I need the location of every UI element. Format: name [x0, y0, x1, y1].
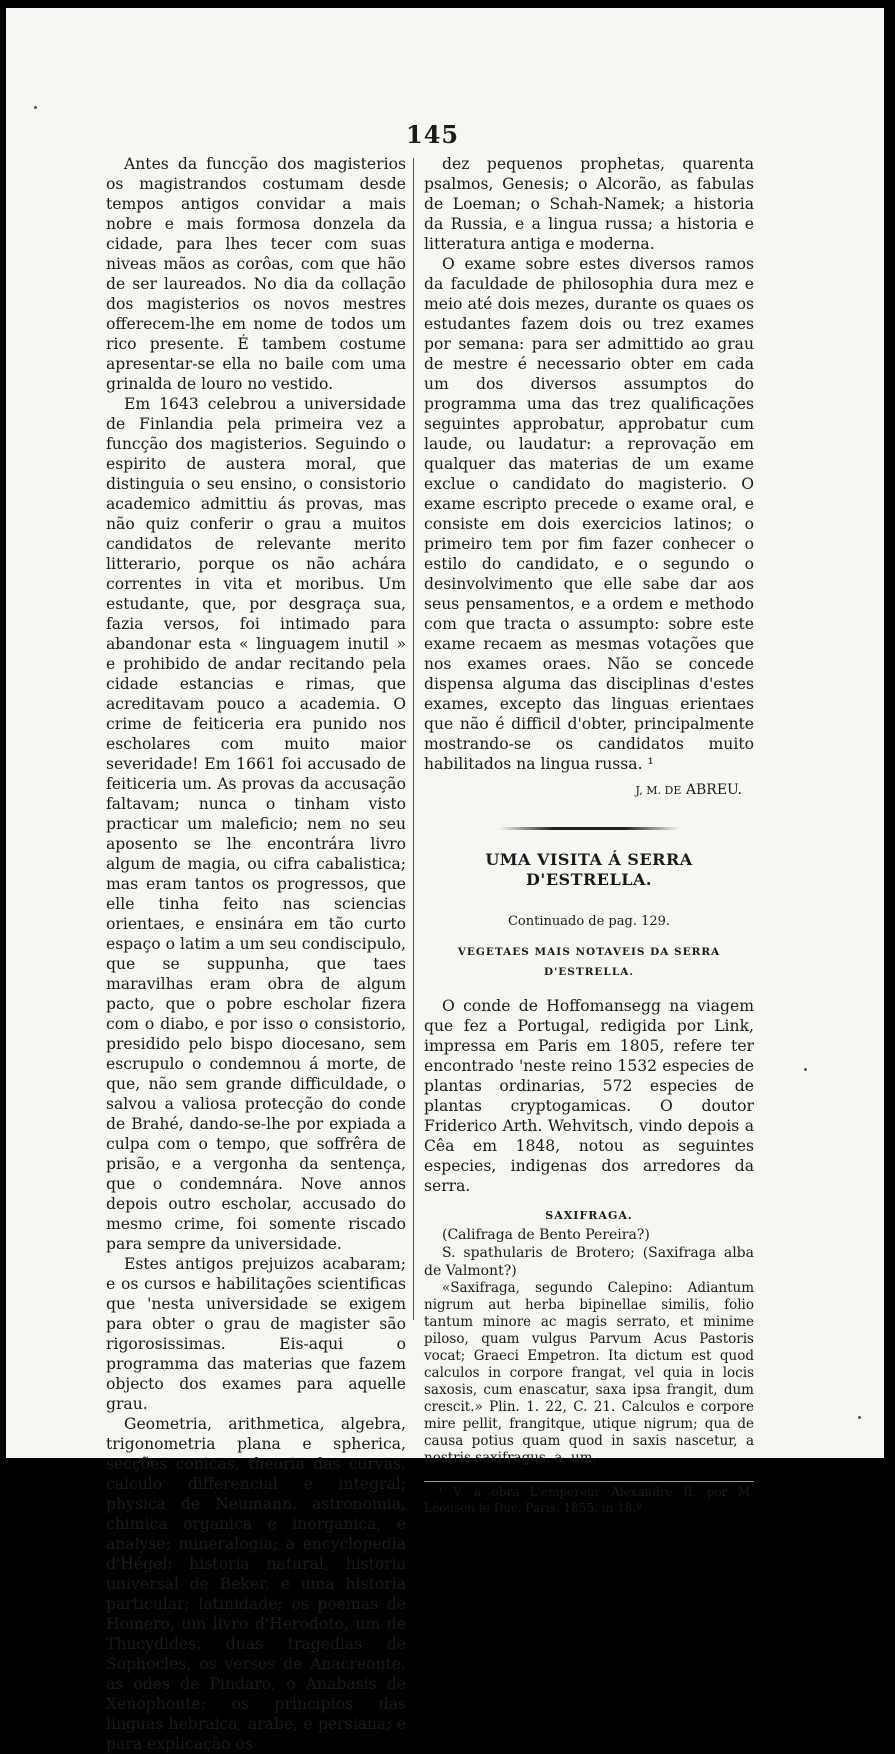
- paragraph: Antes da funcção dos magisterios os magistrandos costumam desde tempos antigos convidar a mais nobre e mais formosa donzela da cidade, para lhes tecer com suas niveas mãos as corôas, com que hão de ser laureados. No dia da collação dos magisterios os novos mestres offerecem-lhe em nome de todos um rico presente. É tambem costume apresentar-se ella no baile com uma grinalda de louro no vestido.: [106, 155, 406, 393]
- left-column: [106, 154, 406, 1754]
- article-title: UMA VISITA Á SERRA D'ESTRELLA.: [485, 850, 693, 889]
- paragraph: Geometria, arithmetica, algebra, trigonometria plana e spherica, secções conicas, theoria das curvas, calculo differencial e integral; physica de Neumann, astronomia, chimica organica e inorganica, e analyse; mineralogia; a encyclopedia d'Hégel; historia natural, historia universal de Beker, e uma historia particular; latinidade; os poemas de Homero, um livro d'Herodoto, um de Thucydides, duas tragedias de Sophocles, os versos de Anacreonte, as odes de Pindaro, o Anabasis de Xenophonte; os principios das linguas hebraica, arabe, e persiana; e para explicação os: [106, 1415, 406, 1753]
- signature-name: ABREU.: [685, 782, 742, 798]
- paragraph: O conde de Hoffomansegg na viagem que fez a Portugal, redigida por Link, impressa em Paris em 1805, refere ter encontrado 'neste reino 1532 especies de plantas ordinarias, 572 especies de plantas cryptogamicas. O doutor Friderico Arth. Wehvitsch, vindo depois a Cêa em 1848, notou as seguintes especies, indigenas dos arredores da serra.: [424, 997, 754, 1195]
- signature-initials: J, M. DE: [635, 784, 682, 797]
- paragraph: Estes antigos prejuizos acabaram; e os cursos e habilitações scientificas que 'nesta universidade se exigem para obter o grau de magister são rigorosissimas. Eis-aqui o programma das materias que fazem objecto dos exames para aquelle grau.: [106, 1255, 406, 1413]
- right-column: [424, 154, 754, 1516]
- paragraph: dez pequenos prophetas, quarenta psalmos, Genesis; o Alcorão, as fabulas de Loeman; o Schah-Namek; a historia da Russia, e a lingua russa; a historia e litteratura antiga e moderna.: [424, 155, 754, 253]
- section-heading: VEGETAES MAIS NOTAVEIS DA SERRA D'ESTRELLA.: [457, 946, 721, 978]
- species-line: S. spathularis de Brotero; (Saxifraga alba de Valmont?): [424, 1245, 754, 1279]
- page-number: 145: [406, 120, 460, 149]
- page: [6, 8, 884, 1753]
- author-signature: [424, 780, 754, 801]
- latin-quote: «Saxifraga, segundo Calepino: Adiantum nigrum aut herba bipinellae similis, folio tantum minore ac magis serrato, et minime piloso, quam vulgus Parvum Acus Pastoris vocat; Graeci Empetron. Ita dictum est quod calculos in corpore frangat, vel quia in locis saxosis, cum enascatur, saxa ipsa frangit, dum crescit.» Plin. 1. 22, C. 21. Calculos e corpore mire pellit, frangitque, utique nigrum; qua de causa potius quam quod in saxis nascetur, a nostris saxifragus, a, um.: [424, 1280, 754, 1466]
- paragraph: Em 1643 celebrou a universidade de Finlandia pela primeira vez a funcção dos magisterios. Seguindo o espirito de austera moral, que distinguia o seu ensino, o consistorio academico admittiu ás provas, mas não quiz conferir o grau a muitos candidatos de relevante merito litterario, porque os não achára correntes in vita et moribus. Um estudante, que, por desgraça sua, fazia versos, foi intimado para abandonar esta « linguagem inutil » e prohibido de andar recitando pela cidade estancias e rimas, que acreditavam pouco a academia. O crime de feiticeria era punido nos escholares com muito maior severidade! Em 1661 foi accusado de feiticeria um. As provas da accusação faltavam; nunca o tinham visto practicar um maleficio; nem no seu aposento se lhe encontrára livro algum de magia, ou cifra cabalistica; mas eram tantos os progressos, que elle tinha feito nas sciencias orientaes, e ensinára em tão curto espaço o latim a um seu condiscipulo, que se suppunha, que taes maravilhas eram obra de algum pacto, que o pobre escholar fizera com o diabo, e por isso o consistorio, presidido pelo bispo diocesano, sem escrupulo o condemnou á morte, de que, não sem grande difficuldade, o salvou a valiosa protecção do conde de Brahé, dando-se-lhe por expiada a culpa com o tempo, que soffrêra de prisão, e a vergonha da sentença, que o condemnára. Nove annos depois outro escholar, accusado do mesmo crime, foi somente riscado para sempre da universidade.: [106, 395, 406, 1253]
- paper-speck: [804, 1068, 807, 1071]
- paper-speck: [858, 1416, 861, 1419]
- paper-speck: [34, 106, 37, 109]
- footnote-text: ¹ V. a obra L'empereur Alexandre II, por M. Léouson le Duc. Paris, 1855, in 18.º: [424, 1485, 754, 1515]
- footnote: [424, 1481, 754, 1516]
- column-divider: [413, 158, 414, 1320]
- species-line: (Califraga de Bento Pereira?): [442, 1227, 650, 1243]
- ornamental-rule: [499, 827, 679, 830]
- saxifraga-heading: SAXIFRAGA.: [545, 1209, 633, 1222]
- paragraph: O exame sobre estes diversos ramos da faculdade de philosophia dura mez e meio até dois mezes, durante os quaes os estudantes fazem dois ou trez exames por semana: para ser admittido ao grau de mestre é necessario obter em cada um dos diversos assumptos do programma uma das trez qualificações seguintes approbatur, approbatur cum laude, ou laudatur: a reprovação em qualquer das materias de um exame exclue o candidato do magisterio. O exame escripto precede o exame oral, e consiste em dois exercicios latinos; o primeiro tem por fim fazer conhecer o estilo do candidato, e o segundo o desinvolvimento que elle sabe dar aos seus pensamentos, e a ordem e methodo com que tracta o assumpto: sobre este exame recaem as mesmas votações que nos exames oraes. Não se concede dispensa alguma das disciplinas d'estes exames, excepto das linguas erientaes que não é difficil d'obter, principalmente mostrando-se os candidatos muito habilitados na lingua russa. ¹: [424, 255, 754, 773]
- continued-note: Continuado de pag. 129.: [507, 914, 671, 929]
